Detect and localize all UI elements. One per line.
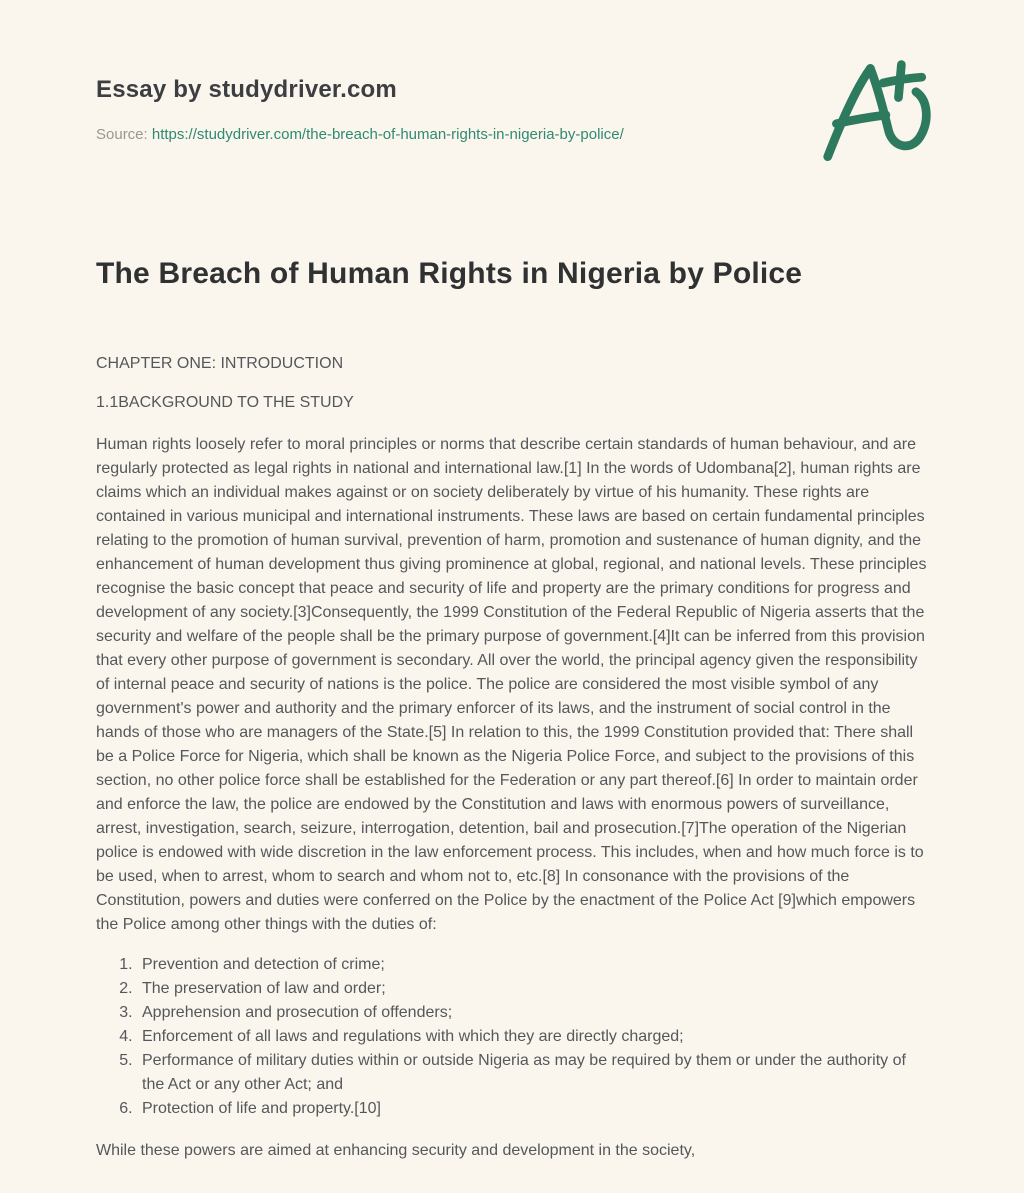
chapter-heading: CHAPTER ONE: INTRODUCTION: [96, 355, 344, 372]
list-item: 4. Enforcement of all laws and regulations with which they are directly charged;: [137, 1025, 928, 1049]
intro-paragraph: Human rights loosely refer to moral principles or norms that describe certain standards of human behaviour, and are regularly protected as legal rights in national and international law.[1] In the words of Udombana[2], human rights are claims which an individual makes against or on society deliberately by virtue of his humanity. These rights are contained in various municipal and international instruments. These laws are based on certain fundamental principles relating to the promotion of human survival, prevention of harm, promotion and sustenance of human dignity, and the enhancement of human development thus giving prominence at global, regional, and national levels. These principles recognise the basic concept that peace and security of life and property are the primary conditions for progress and development of any society.[3]Consequently, the 1999 Constitution of the Federal Republic of Nigeria asserts that the security and welfare of the people shall be the primary purpose of government.[4]It can be inferred from this provision that every other purpose of government is secondary. All over the world, the principal agency given the responsibility of internal peace and security of nations is the police. The police are considered the most visible symbol of any government's power and authority and the primary enforcer of its laws, and the instrument of social control in the hands of those who are managers of the State.[5] In relation to this, the 1999 Constitution provided that: There shall be a Police Force for Nigeria, which shall be known as the Nigeria Police Force, and subject to the provisions of this section, no other police force shall be established for the Federation or any part thereof.[6] In order to maintain order and enforce the law, the police are endowed by the Constitution and laws with enormous powers of surveillance, arrest, investigation, search, seizure, interrogation, detention, bail and prosecution.[7]The operation of the Nigerian police is endowed with wide discretion in the law enforcement process. This includes, when and how much force is to be used, when to arrest, whom to search and whom not to, etc.[8] In consonance with the provisions of the Constitution, powers and duties were conferred on the Police by the enactment of the Police Act [9]which empowers the Police among other things with the duties of:: [96, 436, 927, 933]
a-plus-logo-icon: [814, 52, 950, 178]
page-header: [96, 76, 928, 143]
list-item: 3. Apprehension and prosecution of offenders;: [137, 1001, 928, 1025]
source-label: Source:: [96, 126, 148, 143]
section-heading: 1.1BACKGROUND TO THE STUDY: [96, 394, 354, 411]
essay-title: The Breach of Human Rights in Nigeria by Police: [96, 257, 803, 290]
list-item: 6. Protection of life and property.[10]: [137, 1097, 928, 1121]
source-url-link[interactable]: https://studydriver.com/the-breach-of-human-rights-in-nigeria-by-police/: [151, 126, 624, 143]
list-item: 1. Prevention and detection of crime;: [137, 953, 928, 977]
list-item: 5. Performance of military duties within or outside Nigeria as may be required by them or under the authority of the Act or any other Act; and: [137, 1049, 928, 1097]
source-line: [96, 126, 928, 143]
closing-paragraph: While these powers are aimed at enhancing security and development in the society,: [96, 1142, 696, 1159]
police-duties-list: [96, 953, 928, 1121]
list-item: 2. The preservation of law and order;: [137, 977, 928, 1001]
essay-content: [96, 257, 928, 1163]
site-title: Essay by studydriver.com: [96, 76, 397, 103]
